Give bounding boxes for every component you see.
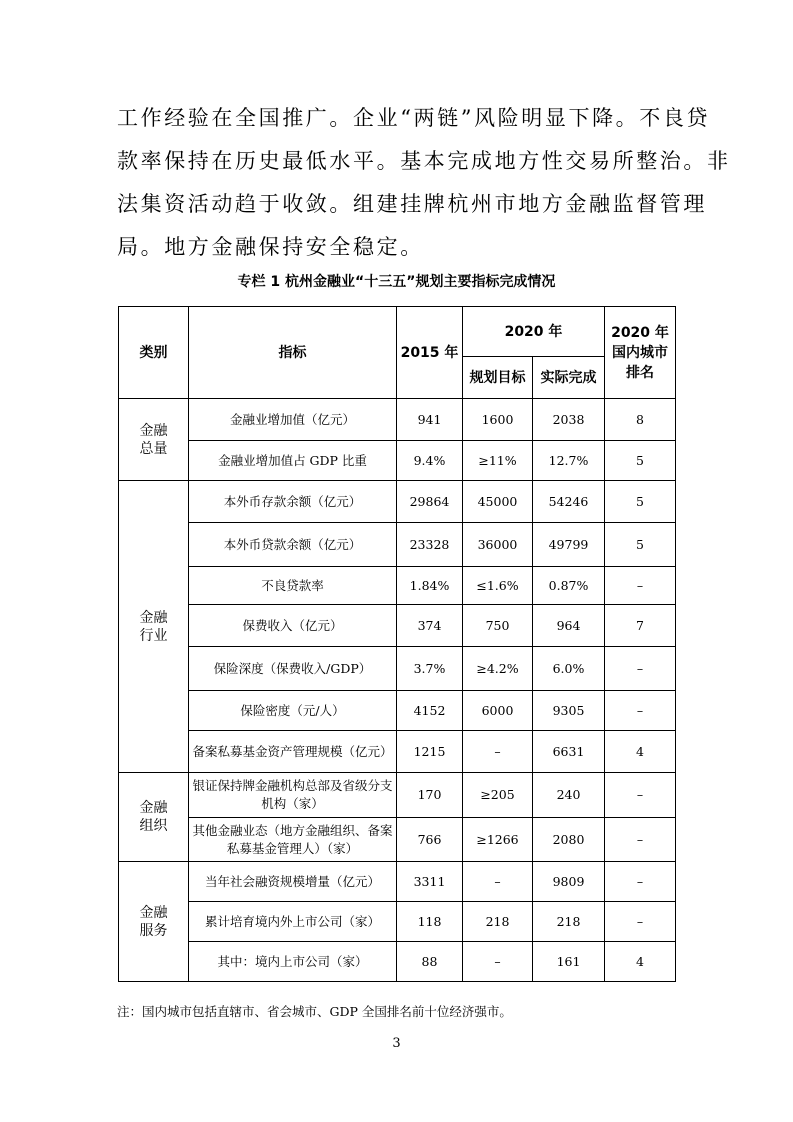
target-cell: – [463,942,533,982]
target-cell: 218 [463,902,533,942]
table-row [119,691,676,731]
rank-cell: – [605,902,676,942]
target-cell: 750 [463,605,533,647]
target-cell: 6000 [463,691,533,731]
table-row [119,862,676,902]
paragraph-line: 款率保持在历史最低水平。基本完成地方性交易所整治。非 [117,149,731,173]
target-cell: 1600 [463,399,533,441]
rank-cell: 8 [605,399,676,441]
target-cell: ≥4.2% [463,647,533,691]
indicator-cell: 累计培育境内外上市公司（家） [189,902,397,942]
table-row [119,942,676,982]
rank-cell: 5 [605,481,676,523]
value-2015-cell: 1.84% [397,567,463,605]
table-row [119,441,676,481]
value-2015-cell: 1215 [397,731,463,773]
category-cell [119,773,189,862]
rank-cell: 4 [605,731,676,773]
header-category: 类别 [119,307,189,399]
target-cell: – [463,731,533,773]
indicator-cell: 备案私募基金资产管理规模（亿元） [189,731,397,773]
rank-cell: 4 [605,942,676,982]
value-2015-cell: 766 [397,818,463,862]
header-rank: 2020 年国内城市排名 [605,307,676,399]
actual-cell: 6.0% [533,647,605,691]
category-label: 服务 [139,922,168,939]
actual-cell: 240 [533,773,605,818]
category-label: 总量 [139,440,168,457]
value-2015-cell: 374 [397,605,463,647]
table-row [119,773,676,818]
rank-cell: – [605,691,676,731]
indicator-cell: 不良贷款率 [189,567,397,605]
table-note: 注：国内城市包括直辖市、省会城市、GDP 全国排名前十位经济强市。 [117,1004,512,1019]
target-cell: ≤1.6% [463,567,533,605]
target-cell: 45000 [463,481,533,523]
category-label: 金融 [139,609,168,626]
indicator-cell: 当年社会融资规模增量（亿元） [189,862,397,902]
target-cell: ≥205 [463,773,533,818]
indicator-cell: 其中：境内上市公司（家） [189,942,397,982]
table-row [119,902,676,942]
rank-cell: 5 [605,441,676,481]
table-row [119,605,676,647]
actual-cell: 54246 [533,481,605,523]
indicator-cell: 金融业增加值（亿元） [189,399,397,441]
actual-cell: 218 [533,902,605,942]
category-label: 金融 [139,904,168,921]
rank-cell: 5 [605,523,676,567]
actual-cell: 9305 [533,691,605,731]
paragraph-line: 局。地方金融保持安全稳定。 [117,235,424,259]
value-2015-cell: 4152 [397,691,463,731]
indicator-cell: 其他金融业态（地方金融组织、备案私募基金管理人）（家） [189,818,397,862]
actual-cell: 12.7% [533,441,605,481]
table-caption: 专栏 1 杭州金融业“十三五”规划主要指标完成情况 [237,274,556,290]
header-indicator: 指标 [189,307,397,399]
paragraph-line: 工作经验在全国推广。企业“两链”风险明显下降。不良贷 [117,106,711,130]
actual-cell: 964 [533,605,605,647]
actual-cell: 6631 [533,731,605,773]
actual-cell: 161 [533,942,605,982]
indicator-table [118,306,676,982]
target-cell: ≥11% [463,441,533,481]
value-2015-cell: 941 [397,399,463,441]
table-row [119,818,676,862]
rank-cell: 7 [605,605,676,647]
category-label: 行业 [139,627,168,644]
actual-cell: 2038 [533,399,605,441]
category-cell [119,862,189,982]
category-label: 金融 [139,422,168,439]
category-cell [119,399,189,481]
actual-cell: 0.87% [533,567,605,605]
table-row [119,481,676,523]
target-cell: – [463,862,533,902]
body-paragraph [117,97,731,269]
value-2015-cell: 3.7% [397,647,463,691]
category-cell [119,481,189,773]
indicator-cell: 保险深度（保费收入/GDP） [189,647,397,691]
table-row [119,647,676,691]
target-cell: 36000 [463,523,533,567]
category-label: 组织 [139,818,168,834]
target-cell: ≥1266 [463,818,533,862]
table-row [119,731,676,773]
header-target: 规划目标 [463,357,533,399]
indicator-cell: 本外币存款余额（亿元） [189,481,397,523]
indicator-cell: 本外币贷款余额（亿元） [189,523,397,567]
value-2015-cell: 118 [397,902,463,942]
indicator-cell: 银证保持牌金融机构总部及省级分支机构（家） [189,773,397,818]
table-row [119,523,676,567]
value-2015-cell: 3311 [397,862,463,902]
rank-cell: – [605,647,676,691]
value-2015-cell: 88 [397,942,463,982]
header-2015: 2015 年 [397,307,463,399]
rank-cell: – [605,862,676,902]
header-actual: 实际完成 [533,357,605,399]
rank-cell: – [605,818,676,862]
value-2015-cell: 23328 [397,523,463,567]
actual-cell: 2080 [533,818,605,862]
value-2015-cell: 170 [397,773,463,818]
indicator-cell: 金融业增加值占 GDP 比重 [189,441,397,481]
value-2015-cell: 9.4% [397,441,463,481]
category-label: 金融 [139,800,168,816]
table-row [119,567,676,605]
value-2015-cell: 29864 [397,481,463,523]
actual-cell: 9809 [533,862,605,902]
actual-cell: 49799 [533,523,605,567]
indicator-cell: 保险密度（元/人） [189,691,397,731]
header-2020: 2020 年 [463,307,605,357]
rank-cell: – [605,567,676,605]
page-number: 3 [392,1036,401,1051]
table-row [119,399,676,441]
rank-cell: – [605,773,676,818]
indicator-cell: 保费收入（亿元） [189,605,397,647]
paragraph-line: 法集资活动趋于收敛。组建挂牌杭州市地方金融监督管理 [117,192,707,216]
